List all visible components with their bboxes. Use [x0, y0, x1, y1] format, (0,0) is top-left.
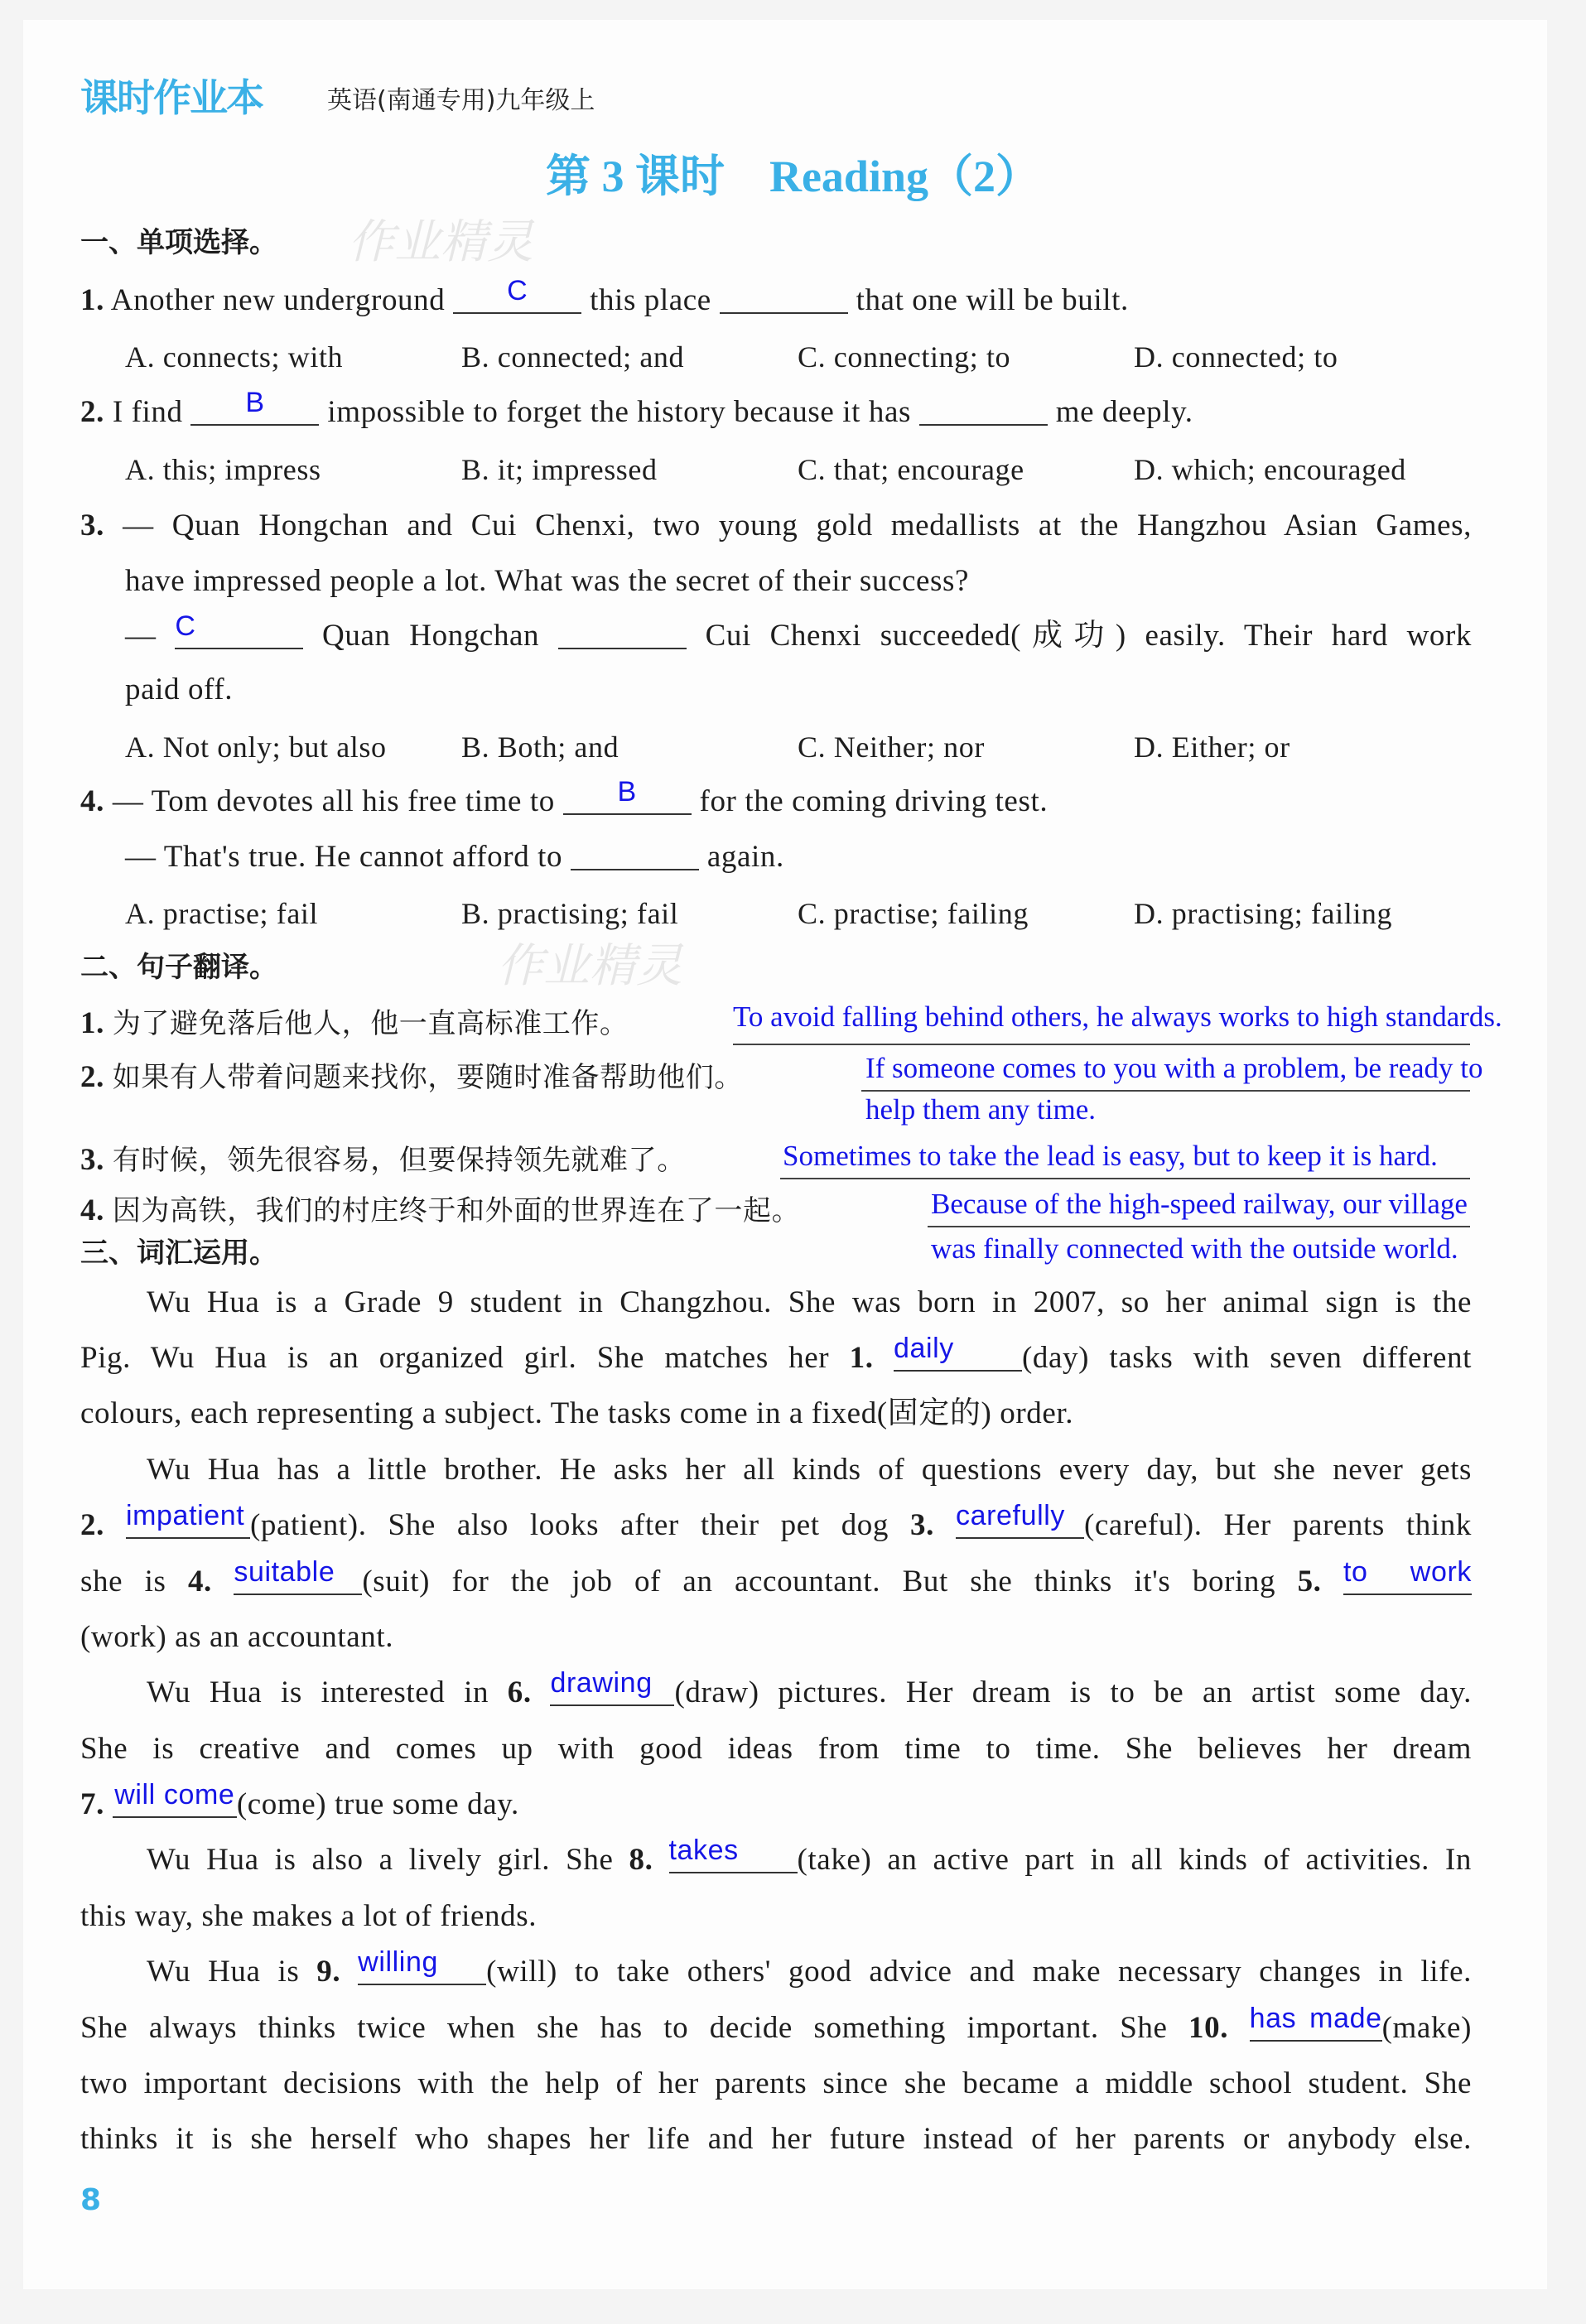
passage-text: she is: [80, 1565, 166, 1598]
item-number: 1.: [80, 1006, 104, 1040]
option-b: B. Both; and: [461, 730, 619, 764]
answer-blank[interactable]: carefully: [956, 1499, 1084, 1539]
option-c: C. practise; failing: [798, 897, 1029, 930]
question-2: [80, 389, 1472, 436]
question-3-line-4: paid off.: [125, 673, 234, 706]
passage-text: (day) tasks with seven different: [1021, 1341, 1472, 1375]
question-text: impossible to forget the history because it has: [327, 395, 912, 429]
page-number: 8: [80, 2183, 102, 2217]
question-3-line-3: [125, 610, 1473, 659]
passage-line: [80, 1556, 1472, 1605]
question-text: Another new underground: [110, 283, 446, 317]
option-a: A. practise; fail: [125, 897, 319, 930]
passage-line: [80, 1667, 1472, 1716]
watermark: 作业精灵: [497, 939, 682, 993]
passage-text: (suit) for the job of an accountant. But she thinks it's boring: [362, 1565, 1276, 1598]
answer-blank[interactable]: [720, 274, 848, 314]
chinese-sentence: 有时候，领先很容易，但要保持领先就难了。: [112, 1144, 686, 1177]
option-b: B. practising; fail: [461, 897, 679, 930]
answer-blank[interactable]: C: [175, 610, 303, 649]
passage-text: Wu Hua is: [147, 1955, 300, 1989]
question-text: that one will be built.: [856, 283, 1129, 317]
question-number: 3.: [80, 509, 104, 542]
option-c: C. Neither; nor: [798, 730, 985, 764]
question-text: Quan Hongchan: [322, 619, 540, 653]
translation-answer[interactable]: To avoid falling behind others, he always works to high standards.: [733, 1000, 1502, 1033]
question-text: this place: [590, 283, 711, 317]
answer-blank[interactable]: drawing: [550, 1666, 674, 1706]
passage-text: Wu Hua is interested in: [147, 1675, 489, 1709]
blank-number: 1.: [849, 1341, 874, 1375]
passage-text: (make): [1381, 2011, 1472, 2045]
question-text: —: [125, 619, 157, 653]
answer-line: [928, 1226, 1470, 1227]
question-text: Cui Chenxi succeeded(成功) easily. Their hard work: [705, 619, 1473, 653]
blank-number: 7.: [80, 1787, 104, 1821]
answer-blank[interactable]: impatient: [126, 1499, 250, 1539]
passage-text: (draw) pictures. Her dream is to be an artist some day.: [674, 1675, 1472, 1709]
option-a: A. connects; with: [125, 340, 344, 374]
answer-blank[interactable]: will come: [113, 1778, 237, 1818]
passage-line: [80, 1946, 1472, 1995]
translation-answer[interactable]: help them any time.: [865, 1093, 1096, 1126]
translation-answer[interactable]: was finally connected with the outside world.: [931, 1232, 1458, 1265]
answer-blank[interactable]: [919, 386, 1048, 426]
page-title: 第 3 课时 Reading（2）: [545, 152, 1041, 201]
question-number: 1.: [80, 283, 104, 317]
passage-line: [80, 1837, 1472, 1883]
chinese-sentence: 因为高铁，我们的村庄终于和外面的世界连在了一起。: [112, 1194, 801, 1227]
answer-blank[interactable]: to work: [1343, 1555, 1472, 1595]
answer-blank[interactable]: B: [563, 775, 692, 815]
option-a: A. this; impress: [125, 453, 321, 486]
question-1: [80, 277, 1472, 324]
chinese-sentence: 如果有人带着问题来找你，要随时准备帮助他们。: [112, 1061, 744, 1094]
passage-text: (take) an active part in all kinds of activities. In: [797, 1843, 1472, 1877]
item-number: 2.: [80, 1060, 104, 1094]
question-text: — Tom devotes all his free time to: [112, 784, 555, 818]
passage-line: She is creative and comes up with good ideas from time to time. She believes her dream: [80, 1732, 1472, 1766]
option-a: A. Not only; but also: [125, 730, 387, 764]
option-d: D. connected; to: [1134, 340, 1338, 374]
question-number: 4.: [80, 784, 104, 818]
answer-line: [780, 1178, 1470, 1179]
option-b: B. connected; and: [461, 340, 685, 374]
item-number: 4.: [80, 1193, 104, 1227]
passage-line: [80, 1502, 1472, 1549]
option-d: D. practising; failing: [1134, 897, 1393, 930]
answer-blank[interactable]: [571, 831, 699, 870]
chinese-sentence: 为了避免落后他人，他一直高标准工作。: [112, 1007, 629, 1040]
passage-text: Pig. Wu Hua is an organized girl. She matches her: [80, 1341, 830, 1375]
passage-text: (will) to take others' good advice and make necessary changes in life.: [486, 1955, 1472, 1989]
option-d: D. which; encouraged: [1134, 453, 1406, 486]
answer-blank[interactable]: B: [190, 386, 319, 426]
passage-text: (careful). Her parents think: [1083, 1508, 1472, 1542]
blank-number: 10.: [1188, 2011, 1229, 2045]
blank-number: 6.: [507, 1675, 532, 1709]
brand-logo: 课时作业本: [80, 75, 263, 120]
passage-line: Wu Hua has a little brother. He asks her all kinds of questions every day, but she never gets: [147, 1453, 1472, 1487]
blank-number: 4.: [187, 1565, 212, 1598]
passage-text: Wu Hua is also a lively girl. She: [147, 1843, 614, 1877]
translation-answer[interactable]: Because of the high-speed railway, our village: [931, 1188, 1468, 1220]
answer-blank[interactable]: takes: [669, 1834, 798, 1873]
question-text: — Quan Hongchan and Cui Chenxi, two young gold medallists at the Hangzhou Asian Games,: [123, 509, 1472, 542]
section-heading-1: 一、单项选择。: [80, 226, 277, 259]
passage-line: [80, 2005, 1472, 2052]
passage-line: Wu Hua is a Grade 9 student in Changzhou. She was born in 2007, so her animal sign is the: [147, 1285, 1472, 1319]
translation-answer[interactable]: If someone comes to you with a problem, be ready to: [865, 1052, 1483, 1084]
blank-number: 2.: [80, 1508, 104, 1542]
question-4-line-1: [80, 776, 1472, 825]
section-heading-2: 二、句子翻译。: [80, 951, 277, 984]
option-d: D. Either; or: [1134, 730, 1290, 764]
question-text: I find: [112, 395, 183, 429]
blank-number: 8.: [629, 1843, 653, 1877]
question-text: — That's true. He cannot afford to: [125, 840, 563, 874]
answer-blank[interactable]: has made: [1250, 2002, 1382, 2042]
question-3-line-1: [80, 503, 1472, 549]
passage-line: this way, she makes a lot of friends.: [80, 1899, 538, 1933]
passage-line: [80, 1779, 1472, 1828]
option-b: B. it; impressed: [461, 453, 658, 486]
option-c: C. connecting; to: [798, 340, 1011, 374]
blank-number: 5.: [1297, 1565, 1322, 1598]
passage-line: colours, each representing a subject. The tasks come in a fixed(固定的) order.: [80, 1396, 1074, 1430]
answer-blank[interactable]: suitable: [234, 1555, 362, 1595]
answer-blank[interactable]: C: [453, 274, 581, 314]
item-number: 3.: [80, 1143, 104, 1177]
question-number: 2.: [80, 395, 104, 429]
answer-blank[interactable]: willing: [358, 1946, 486, 1985]
passage-line: two important decisions with the help of her parents since she became a middle school student. She: [80, 2066, 1472, 2100]
question-3-line-2: have impressed people a lot. What was the secret of their success?: [125, 564, 970, 598]
passage-line: (work) as an accountant.: [80, 1620, 394, 1654]
blank-number: 3.: [910, 1508, 934, 1542]
answer-blank[interactable]: daily: [894, 1332, 1022, 1372]
question-text: again.: [706, 840, 784, 874]
answer-line: [733, 1044, 1470, 1045]
subject-label: 英语(南通专用)九年级上: [327, 86, 595, 115]
option-c: C. that; encourage: [798, 453, 1024, 486]
blank-number: 9.: [316, 1955, 341, 1989]
section-heading-3: 三、词汇运用。: [80, 1237, 277, 1270]
passage-text: (patient). She also looks after their pet dog: [249, 1508, 889, 1542]
watermark: 作业精灵: [348, 215, 533, 269]
question-text: me deeply.: [1055, 395, 1193, 429]
passage-text: (come) true some day.: [236, 1787, 519, 1821]
answer-blank[interactable]: [558, 610, 687, 649]
question-text: for the coming driving test.: [699, 784, 1048, 818]
question-4-line-2: [125, 834, 1516, 880]
translation-answer[interactable]: Sometimes to take the lead is easy, but to keep it is hard.: [783, 1140, 1438, 1172]
passage-text: She always thinks twice when she has to decide something important. She: [80, 2011, 1168, 2045]
passage-line: thinks it is she herself who shapes her life and her future instead of her parents or anybody else.: [80, 2122, 1472, 2156]
passage-line: [80, 1335, 1472, 1381]
